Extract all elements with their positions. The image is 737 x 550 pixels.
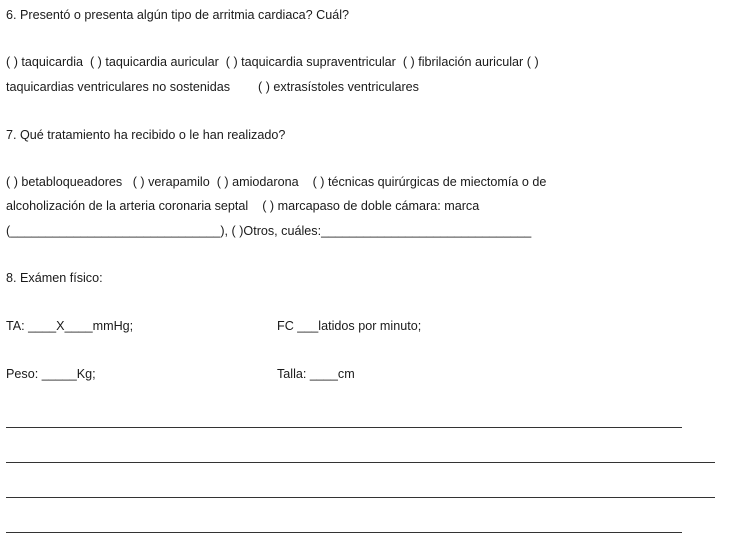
weight-field: Peso: _____Kg; [6,367,96,381]
blood-pressure-field: TA: ____X____mmHg; [6,319,134,333]
blank-answer-line [6,462,715,463]
blank-answer-line [6,497,715,498]
blank-answer-line [6,532,682,533]
question-6-options-line-1: ( ) taquicardia ( ) taquicardia auricular ( ) taquicardia supraventricular ( ) fibrilación auricular ( ) [6,55,539,69]
question-8-title: 8. Exámen físico: [6,271,103,285]
heart-rate-field: FC ___latidos por minuto; [277,319,422,333]
question-6-text: 6. Presentó o presenta algún tipo de arritmia cardiaca? Cuál? [6,8,350,22]
question-7-text: 7. Qué tratamiento ha recibido o le han realizado? [6,128,286,142]
question-7-options-line-1: ( ) betabloqueadores ( ) verapamilo ( ) amiodarona ( ) técnicas quirúrgicas de miectomía o de [6,175,547,189]
height-field: Talla: ____cm [277,367,355,381]
question-6-options-line-2: taquicardias ventriculares no sostenidas ( ) extrasístoles ventriculares [6,80,419,94]
question-7-options-line-2: alcoholización de la arteria coronaria septal ( ) marcapaso de doble cámara: marca [6,199,480,213]
blank-answer-line [6,427,682,428]
question-7-options-line-3: (______________________________), ( )Otros, cuáles:______________________________ [6,224,532,238]
